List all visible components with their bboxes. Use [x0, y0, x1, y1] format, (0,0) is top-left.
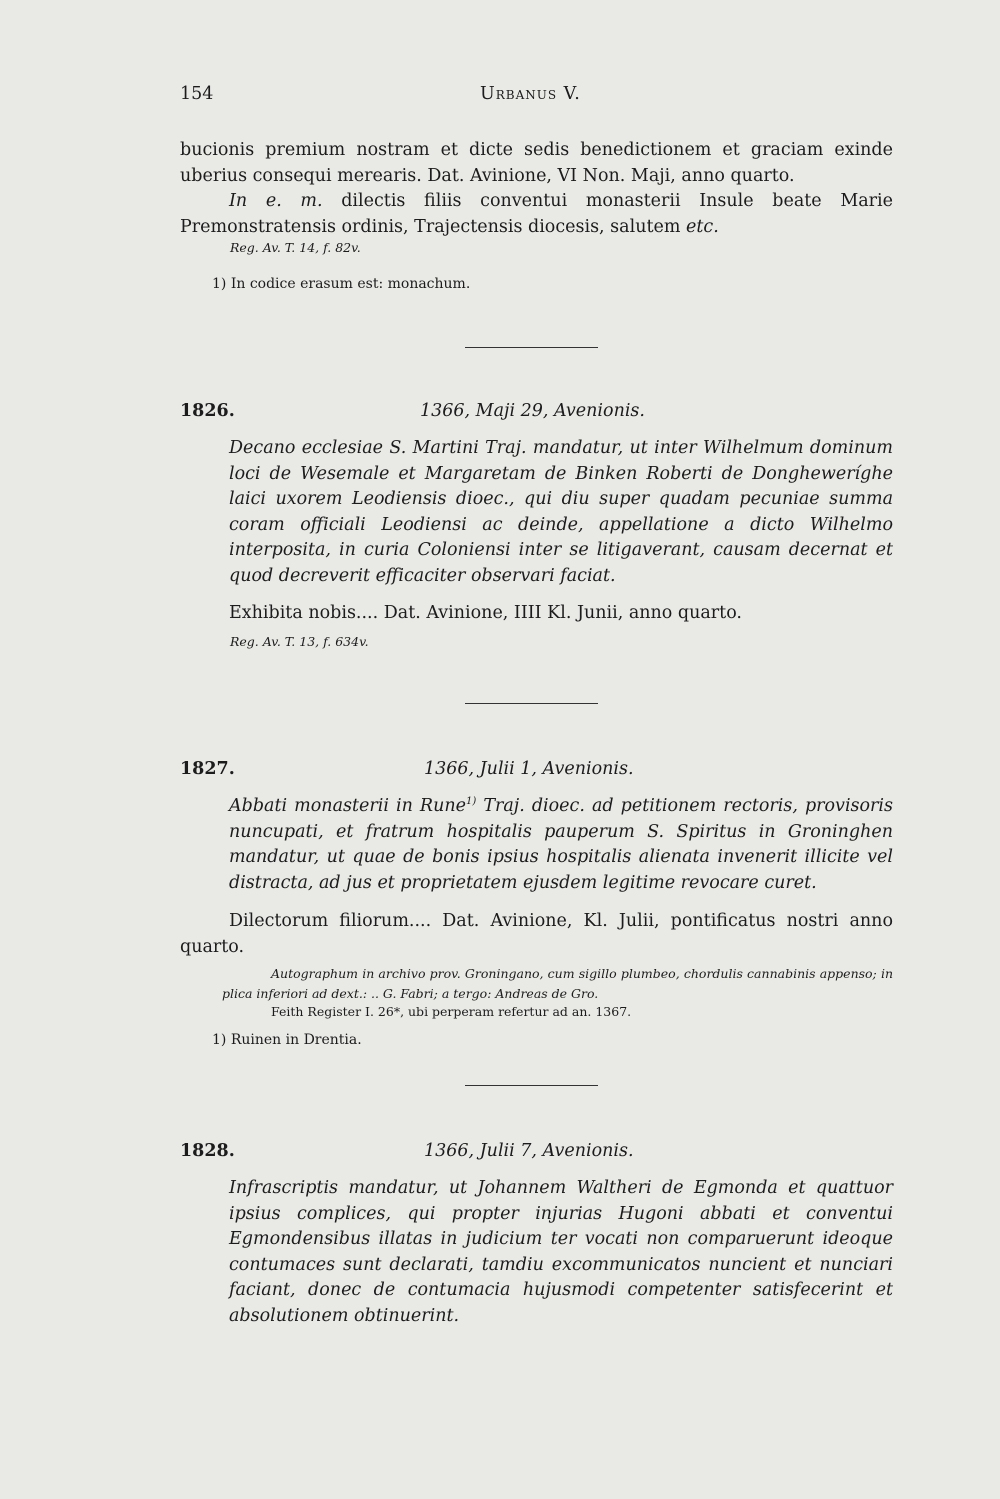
etc-text: etc.	[686, 216, 719, 237]
section-divider	[465, 703, 598, 704]
entry-body	[180, 909, 893, 960]
addressees-text: dilectis filiis conventui monasterii Insule beate Marie Premonstratensis ordinis, Trajectensis diocesis, salutem	[180, 191, 893, 237]
summary-start: Abbati monasterii in Rune	[229, 796, 466, 816]
register-reference: Reg. Av. T. 13, f. 634v.	[230, 634, 369, 649]
section-divider	[465, 347, 598, 348]
entry-date: 1366, Julii 1, Avenionis.	[424, 759, 634, 779]
entry-number: 1827.	[180, 759, 235, 779]
entry-number: 1828.	[180, 1141, 235, 1161]
body-paragraph: Dilectorum filiorum.... Dat. Avinione, Kl. Julii, pontificatus nostri anno quarto.	[180, 911, 893, 957]
literature-note: Feith Register I. 26*, ubi perperam refertur ad an. 1367.	[271, 1004, 632, 1019]
entry-summary	[229, 794, 893, 896]
entry-summary: Decano ecclesiae S. Martini Traj. mandatur, ut inter Wilhelmum dominum loci de Wesemale et Margaretam de Binken Roberti de Dongheweríghe laici uxorem Leodiensis dioec., qui diu super quadam pecuniae summa coram officiali Leodiensi ac deinde, appellatione a dicto Wilhelmo interposita, in curia Coloniensi inter se litigaverant, causam decernat et quod decreverit efficaciter observari faciat.	[229, 438, 893, 586]
page-number: 154	[180, 84, 214, 104]
in-eundem-modum-paragraph	[180, 189, 893, 240]
running-title: Urbanus V.	[480, 84, 581, 104]
in-e-m-label: In e. m.	[229, 191, 323, 211]
previous-entry-continuation	[180, 138, 893, 240]
entry-body: Exhibita nobis.... Dat. Avinione, IIII Kl. Junii, anno quarto.	[229, 603, 742, 623]
entry-date: 1366, Julii 7, Avenionis.	[424, 1141, 634, 1161]
footnote: 1) In codice erasum est: monachum.	[212, 276, 471, 292]
archive-note: Autographum in archivo prov. Groningano, cum sigillo plumbeo, chordulis cannabinis appenso; in plica inferiori ad dext.: .. G. Fabri; a tergo: Andreas de Gro.	[222, 966, 893, 1001]
register-reference: Reg. Av. T. 14, f. 82v.	[230, 240, 361, 255]
footnote-marker: 1)	[466, 796, 477, 808]
entry-date: 1366, Maji 29, Avenionis.	[420, 401, 645, 421]
continuation-paragraph: bucionis premium nostram et dicte sedis benedictionem et graciam exinde uberius consequi merearis. Dat. Avinione, VI Non. Maji, anno quarto.	[180, 140, 893, 186]
section-divider	[465, 1085, 598, 1086]
summary-rest: Traj. dioec. ad petitionem rectoris, provisoris nuncupati, et fratrum hospitalis pauperum S. Spiritus in Groninghen mandatur, ut quae de bonis ipsius hospitalis alienata invenerit illicite vel distracta, ad jus et proprietatem ejusdem legitime revocare curet.	[229, 796, 894, 893]
footnote: 1) Ruinen in Drentia.	[212, 1032, 362, 1048]
entry-summary: Infrascriptis mandatur, ut Johannem Waltheri de Egmonda et quattuor ipsius complices, qui propter injurias Hugoni abbati et conventui Egmondensibus illatas in judicium ter vocati non comparuerunt ideoque contumaces sunt declarati, tamdiu excommunicatos nuncient et nunciari faciant, donec de contumacia hujusmodi competenter satisfecerint et absolutionem obtinuerint.	[229, 1178, 893, 1326]
entry-number: 1826.	[180, 401, 235, 421]
